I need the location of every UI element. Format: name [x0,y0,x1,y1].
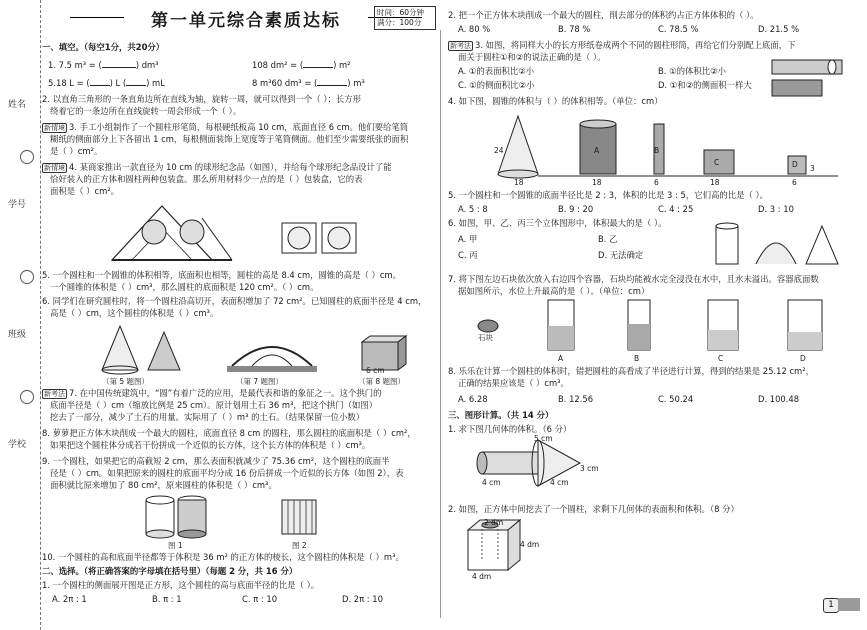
s2-q6-option-b: B. 乙 [598,234,618,244]
s2-q1-option-d: D. 2π : 10 [342,594,383,604]
s2-q7-d-label: D [800,354,806,363]
q1-a: 1. 7.5 m³ = ( ) dm³ [48,60,159,70]
s2-q7-line-2: 据如图所示，水位上升最高的是（ ）。（单位：cm） [458,286,650,296]
section-1-heading: 一、填空。（每空1分，共20分） [42,42,165,52]
q1-c: 5.18 L = ( ) L ( ) mL [48,78,165,88]
s2-q4-d-height: 3 [810,164,815,173]
s2-q4-figure [488,110,854,186]
s2-q8-option-c: C. 50.24 [658,394,694,404]
fig7-caption: （第 7 题图） [236,377,284,386]
right-column [448,0,856,630]
q1-b: 108 dm² = ( ) m² [252,60,351,70]
q5-line-2: 一个圆锥的体积是（ ）cm³，那么圆柱的底面积是 120 cm²。（ ）cm。 [50,282,319,292]
s2-q1: 1. 一个圆柱的侧面展开图是正方形，这个圆柱的高与底面半径的比是（ ）。 [42,580,320,590]
s3-q2: 2. 如图，正方体中间挖去了一个圆柱，求剩下几何体的表面积和体积。（8 分） [448,504,739,514]
left-column [42,0,436,630]
full-score: 满分：100分 [377,18,422,27]
section-3-heading: 三、图形计算。（共 14 分） [448,410,554,420]
q6-line-1: 6. 同学们在研究圆柱时，将一个圆柱沿高切开，表面积增加了 72 cm²。已知圆柱的底面半径是 4 cm， [42,296,427,306]
s2-q2-option-c: C. 78.5 % [658,24,699,34]
s2-q3-option-d: D. ①和②的侧面积一样大 [658,80,752,90]
s2-q3-option-c: C. ①的侧面积比②小 [458,80,535,90]
s2-q4-mark-a: A [594,146,600,155]
s2-q4-b-label: 6 [654,178,659,187]
q4-line-1: 新情境 4. 某商家推出一款直径为 10 cm 的球形纪念品（如图），并给每个球形纪念品设计了能 [44,162,392,172]
s2-q2-option-a: A. 80 % [458,24,491,34]
s2-q4-height-label: 24 [494,146,504,155]
s3-q2-label-a: 2 dm [484,518,504,527]
s2-q2-option-b: B. 78 % [558,24,591,34]
q9-figures [132,494,352,542]
s2-q6-option-a: A. 甲 [458,234,478,244]
s2-q1-option-a: A. 2π : 1 [52,594,87,604]
q7-tag: 新考法 [44,390,65,398]
q7-line-3: 挖去了一部分，减少了土石的用量。实际用了（ ）m³ 的土石。（结果保留一位小数） [50,412,365,422]
q2-line-1: 2. 以直角三角形的一条直角边所在直线为轴，旋转一周，就可以得到一个（ ）；长方形 [42,94,361,104]
q3-line-3: 是（ ）cm²。 [50,146,103,156]
q2-line-2: 绕着它的一条边所在直线旋转一周会形成一个（ ）。 [50,106,242,116]
s2-q5-option-d: D. 3 : 10 [758,204,794,214]
s2-q6-figure [710,218,840,270]
binding-hole [20,150,34,164]
s2-q4-c-label: 18 [710,178,720,187]
s2-q3-line-1: 新考法 3. 如图，将同样大小的长方形纸卷成两个不同的圆柱形筒，再给它们分别配上底面，下 [450,40,796,50]
column-divider [440,30,441,618]
s2-q5-option-a: A. 5 : 8 [458,204,488,214]
s2-q4-mark-d: D [792,160,798,169]
page-number: 1 [823,598,839,613]
s3-q2-label-c: 4 dm [472,572,492,581]
s2-q1-option-b: B. π : 1 [152,594,182,604]
binding-margin [0,0,41,630]
fig8-dimension: 6 cm [366,366,385,375]
margin-label-school: 学校 [8,440,27,450]
q3-line-2: 糊纸的侧面部分上下各留出 1 cm，每根侧面装饰上宽度等于笔筒侧面。他们至少需要纸张的面积 [50,134,409,144]
s2-q7-b-label: B [634,354,640,363]
s2-q5: 5. 一个圆柱和一个圆锥的底面半径比是 2 : 3，体积的比是 3 : 5，它们高的比是（ ）。 [448,190,769,200]
margin-label-name: 姓名 [8,100,27,110]
s2-q2: 2. 把一个正方体木块削成一个最大的圆柱，削去部分的体积约占正方体体积的（ ）。 [448,10,759,20]
s2-q3-option-b: B. ①的体积比②小 [658,66,726,76]
s3-q1: 1. 求下图几何体的体积。（6 分） [448,424,572,434]
q3-tag: 新情境 [44,124,65,132]
s2-q3-figure [770,56,850,98]
s2-q6-option-d: D. 无法确定 [598,250,644,260]
s3-q1-label-a: 5 cm [534,434,553,443]
section-2-heading: 二、选择。（将正确答案的字母填在括号里）（每题 2 分，共 16 分） [42,566,298,576]
page-corner-tab [838,598,860,611]
binding-hole [20,270,34,284]
s2-q7-c-label: C [718,354,724,363]
s3-q2-label-b: 4 dm [520,540,540,549]
q7-line-1: 新考法 7. 在中国传统建筑中，“圆”有着广泛的应用，是最代表和谐的象征之一。这个拱门的 [44,388,382,398]
s2-q3-option-a: A. ①的表面积比②小 [458,66,535,76]
q5-line-1: 5. 一个圆柱和一个圆锥的体积相等，底面积也相等，圆柱的高是 8.4 cm，圆锥的高是（ ）cm。 [42,270,401,280]
time-limit: 时间：60分钟 [377,8,425,17]
q7-line-2: 底面半径是（ ）cm（缩放比例是 25 cm）。原计划用土石 36 m³，把这个拱门（如图） [50,400,378,410]
q9-line-2: 径是（ ）cm。如果把原来的圆柱的底面平均分成 16 份后拼成一个近似的长方体（如图 2），表 [50,468,404,478]
s2-q5-option-b: B. 9 : 20 [558,204,594,214]
q4-line-2: 恰好装入的正方体和圆柱两种包装盒。那么所用材料少一点的是（ ）包装盒，它的表 [50,174,363,184]
s3-q1-label-d: 4 cm [550,478,569,487]
s2-q8-line-1: 8. 乐乐在计算一个圆柱的体积时，错把圆柱的高看成了半径进行计算，得到的结果是 25.12 cm²， [448,366,814,376]
q9-line-1: 9. 一个圆柱，如果把它的高截短 2 cm，那么表面积就减少了 75.36 cm²，这个圆柱的底面半 [42,456,390,466]
s2-q7-figure [468,296,838,354]
s2-q7-a-label: A [558,354,564,363]
s2-q1-option-c: C. π : 10 [242,594,278,604]
s2-q5-option-c: C. 4 : 25 [658,204,694,214]
s2-q6-option-c: C. 丙 [458,250,478,260]
s2-q4-mark-c: C [714,158,720,167]
q9-line-3: 面积就比原来增加了 80 cm²，原来圆柱的体积是（ ）cm³。 [50,480,277,490]
binding-hole [20,390,34,404]
s2-q6: 6. 如图，甲、乙、丙三个立体图形中，体积最大的是（ ）。 [448,218,667,228]
s2-q7-line-1: 7. 将下图左边石块依次放入右边四个容器，石块均能被水完全浸没在水中，且水未溢出。容器底面数 [448,274,819,284]
s2-q8-option-d: D. 100.48 [758,394,800,404]
fig2-caption: 图 2 [292,541,307,550]
q4-figure [102,198,362,268]
q10: 10. 一个圆柱的高和底面半径都等于体积是 36 m² 的正方体的棱长，这个圆柱的体积是（ ）m³。 [42,552,404,562]
s2-q8-option-a: A. 6.28 [458,394,488,404]
q4-tag: 新情境 [44,164,65,172]
q3-line-1: 新情境 3. 手工小组制作了一个圆柱形笔筒，每根硬纸板高 10 cm，底面直径 6 cm。他们要给笔筒 [44,122,409,132]
margin-label-id: 学号 [8,200,27,210]
s2-q7-stone-label: 石块 [478,333,493,342]
q1-d: 8 m³60 dm³ = ( ) m³ [252,78,365,88]
s2-q4-diameter-label: 18 [514,178,524,187]
fig8-caption: （第 8 题图） [358,377,406,386]
fig1-caption: 图 1 [168,541,183,550]
page-title: 第一单元综合素质达标 [128,6,364,31]
margin-label-class: 班级 [8,330,27,340]
s2-q4: 4. 如下图，圆锥的体积与（ ）的体积相等。（单位：cm） [448,96,663,106]
s2-q8-line-2: 正确的结果应该是（ ）cm³。 [458,378,569,388]
s2-q2-option-d: D. 21.5 % [758,24,800,34]
s2-q3-tag: 新考法 [450,42,471,50]
s2-q4-d-label: 6 [792,178,797,187]
q4-line-3: 面积是（ ）cm²。 [50,186,120,196]
s3-q1-label-b: 3 cm [580,464,599,473]
q6-line-2: 高是（ ）cm，这个圆柱的体积是（ ）cm³。 [50,308,219,318]
s2-q3-line-2: 面关于圆柱①和②的说法正确的是（ ）。 [458,52,606,62]
s3-q1-label-c: 4 cm [482,478,501,487]
q8-line-2: 如果把这个圆柱体分成若干份拼成一个近似的长方体，这个长方体的体积是（ ）cm³。 [50,440,371,450]
time-score-box [374,6,436,30]
s2-q4-mark-b: B [654,146,660,155]
q8-line-1: 8. 萝萝把正方体木块削成一个最大的圆柱，底面直径 8 cm 的圆柱，那么圆柱的底面积是（ ）cm²， [42,428,416,438]
s2-q8-option-b: B. 12.56 [558,394,594,404]
s2-q4-a-label: 18 [592,178,602,187]
fig5-caption: （第 5 题图） [102,377,150,386]
